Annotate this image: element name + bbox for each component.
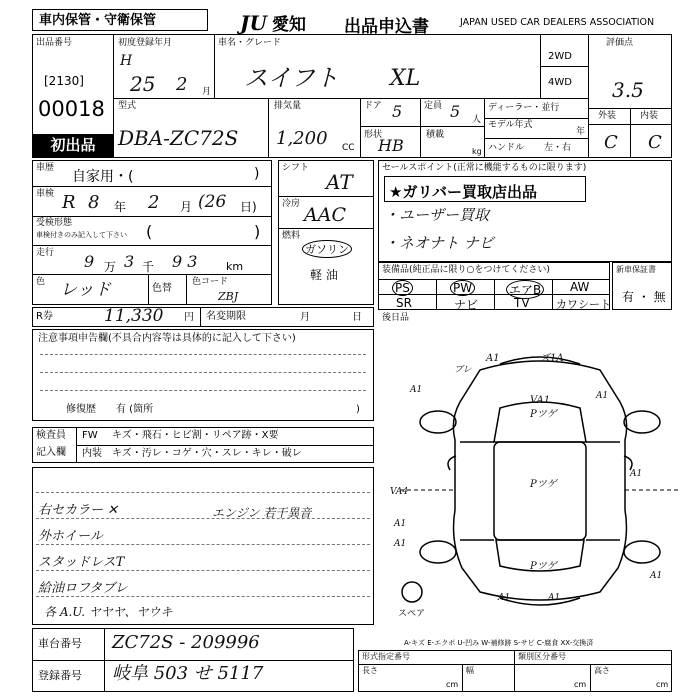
mark-6: Pツゲ: [530, 409, 557, 420]
capacity-value: 5: [450, 102, 461, 121]
engine-note: エンジン 若干異音: [212, 506, 312, 520]
equip-seat: カワシート: [556, 298, 611, 311]
mark-2: ズ1A: [540, 353, 564, 364]
mileage-unit: km: [226, 260, 244, 273]
kg-unit: kg: [472, 147, 482, 156]
person-unit: 人: [472, 115, 482, 125]
first-listing-badge: 初出品: [33, 134, 113, 157]
exterior-grade: C: [604, 132, 618, 153]
cooling-value: AAC: [304, 204, 346, 226]
fuel-gasoline: ガソリン: [302, 240, 352, 258]
damage-legend: A-キズ E-エクボ U-凹み W-補修跡 S-サビ C-腐食 XX-交換済: [404, 639, 594, 647]
name-change-month: 月: [300, 312, 310, 323]
registration-year: 25: [130, 72, 156, 96]
repair-close: ): [356, 404, 360, 415]
receipt-close: ): [254, 222, 261, 241]
spec-number-label: 形式指定番号: [362, 652, 410, 661]
car-grade: XL: [390, 66, 421, 91]
usage-label: 車歴: [36, 163, 55, 173]
form-title: 出品申込書: [344, 17, 429, 37]
capacity-label: 定員: [424, 101, 443, 111]
displacement-label: 排気量: [274, 101, 302, 111]
mark-9: Pツゲ: [530, 479, 557, 490]
warranty-label: 新車保証書: [616, 265, 656, 274]
mark-16: A1: [548, 593, 561, 603]
receipt-open: (: [146, 222, 153, 241]
storage-label: 車内保管・守衛保管: [39, 13, 157, 28]
body-value: HB: [378, 136, 404, 155]
inspector-row2: キズ・汚レ・コゲ・穴・スレ・キレ・破レ: [112, 448, 302, 459]
four-wd: 4WD: [548, 77, 572, 88]
two-wd: 2WD: [548, 51, 572, 62]
logo-text: 愛知: [272, 15, 306, 35]
mark-7: A1: [596, 391, 609, 401]
exterior-label: 外装: [598, 111, 617, 121]
association-name: JAPAN USED CAR DEALERS ASSOCIATION: [460, 17, 655, 28]
hand-note-5: 各 A.U. ヤヤヤ、ヤウキ: [44, 605, 173, 619]
lot-number: 00018: [38, 97, 105, 121]
mark-14: A1: [650, 571, 663, 581]
registration-era: H: [120, 53, 133, 69]
mileage-man-unit: 万: [104, 260, 117, 274]
model-value: DBA-ZC72S: [118, 126, 239, 150]
mark-1: A1: [486, 353, 500, 364]
color-code-label: 色コード: [192, 277, 229, 287]
selling-point-1: ・ユーザー買取: [384, 206, 490, 224]
hand-note-3: スタッドレスT: [38, 555, 125, 570]
receipt-label: 受検形態: [36, 218, 73, 228]
inspection-day: (26: [198, 192, 227, 212]
hand-note-2: 外ホイール: [38, 529, 103, 544]
inspection-month-unit: 月: [180, 200, 193, 214]
mark-13: Pツゲ: [530, 561, 557, 572]
usage-close: ): [254, 166, 260, 182]
inspector-fw: FW: [82, 430, 98, 441]
interior-label: 内装: [640, 111, 659, 121]
receipt-note: 車検付きのみ記入して下さい: [36, 231, 127, 239]
notes-label: 注意事項申告欄(不具合内容等は具体的に記入して下さい): [38, 333, 296, 344]
registration-month: 2: [176, 74, 188, 95]
lot-code: [2130]: [44, 74, 84, 88]
inspector-row1: キズ・飛石・ヒビ割・リペア跡・X要: [112, 430, 279, 441]
grade-score: 3.5: [612, 78, 644, 102]
recycle-value: 11,330: [104, 306, 164, 326]
mileage-rest: 9 3: [172, 252, 198, 271]
plate-value: 岐阜 503 せ 5117: [112, 663, 264, 684]
logo-mark: JU: [240, 11, 267, 35]
chassis-label: 車台番号: [38, 637, 82, 650]
inspector-label-1: 検査員: [36, 430, 66, 441]
model-label: 型式: [118, 101, 137, 111]
steering-value: 左・右: [544, 143, 572, 153]
mark-8: A1: [630, 469, 643, 479]
recycle-block: [32, 307, 374, 327]
mark-12: A1: [394, 539, 407, 549]
registration-label: 初度登録年月: [118, 38, 173, 48]
equip-navi: ナビ: [454, 298, 479, 312]
equip-pw: PW: [450, 280, 475, 296]
shift-value: AT: [326, 170, 353, 194]
usage-value: 自家用・(: [72, 169, 134, 185]
fuel-label: 燃料: [282, 231, 301, 241]
recycle-unit: 円: [184, 312, 194, 323]
doors-value: 5: [392, 102, 403, 121]
color-tone-label: 色替: [152, 283, 172, 294]
equipment-label: 装備品(純正品に限り○をつけてください): [382, 265, 550, 275]
mark-15: A1: [498, 593, 511, 603]
mileage-label: 走行: [36, 248, 55, 258]
model-year-label: モデル年式: [488, 120, 533, 130]
cc-unit: CC: [342, 143, 355, 153]
mark-3: ブレ: [454, 365, 472, 375]
inspection-year-unit: 年: [114, 200, 127, 214]
name-change-label: 名変期限: [206, 311, 246, 322]
equip-aw: AW: [570, 280, 590, 294]
equip-tv: TV: [514, 296, 530, 310]
length-unit: cm: [446, 680, 459, 689]
hand-note-4: 給油ロフタブレ: [38, 581, 128, 596]
interior-grade: C: [648, 132, 662, 153]
dealer-label: ディーラー・並行: [488, 103, 560, 113]
load-label: 積載: [426, 130, 445, 140]
shift-label: シフト: [282, 163, 310, 173]
registration-month-unit: 月: [202, 87, 212, 97]
equip-sr: SR: [396, 296, 412, 310]
chassis-value: ZC72S - 209996: [112, 632, 260, 653]
color-label: 色: [36, 277, 46, 287]
inspection-label: 車検: [36, 189, 55, 199]
width-label: 幅: [466, 666, 474, 675]
class-number-label: 類別区分番号: [518, 652, 566, 661]
inspector-label-2: 記入欄: [36, 447, 66, 458]
year-unit: 年: [576, 127, 586, 137]
mileage-man: 9: [84, 252, 95, 271]
back-label: 後日品: [382, 313, 410, 323]
body-label: 形状: [364, 130, 383, 140]
grade-label: 評価点: [606, 38, 634, 48]
height-label: 高さ: [594, 666, 610, 675]
inspection-month: 2: [148, 192, 160, 213]
inspection-year: 8: [88, 192, 100, 213]
color-value: レッド: [60, 280, 111, 300]
height-unit: cm: [656, 680, 669, 689]
mileage-sen: 3: [124, 252, 135, 271]
inspection-era: R: [62, 192, 76, 213]
mileage-sen-unit: 千: [142, 260, 155, 274]
steering-label: ハンドル: [488, 143, 525, 153]
car-name: スイフト: [244, 64, 339, 92]
free-notes-block: [32, 467, 374, 625]
inspection-day-unit: 日): [240, 200, 257, 214]
ju-logo: [240, 10, 306, 35]
color-code: ZBJ: [218, 290, 239, 303]
mark-4: A1: [410, 385, 423, 395]
cooling-label: 冷房: [282, 199, 301, 209]
mark-10: VA4: [390, 487, 409, 497]
car-name-label: 車名・グレード: [218, 38, 282, 48]
warranty-value: 有 ・ 無: [622, 290, 666, 304]
name-change-day: 日: [352, 312, 362, 323]
spare-label: スペア: [398, 609, 426, 619]
repair-value: 有 (箇所: [116, 404, 154, 415]
hand-note-1: 右セカラー ✕: [38, 503, 119, 518]
length-label: 長さ: [362, 666, 378, 675]
repair-label: 修復歴: [66, 404, 96, 415]
gulliver-badge: ★ガリバー買取店出品: [384, 176, 586, 202]
lot-label: 出品番号: [36, 38, 73, 48]
displacement-value: 1,200: [276, 128, 328, 149]
selling-points-label: セールスポイント(正常に機能するものに限ります): [382, 163, 587, 173]
mark-5: VA1: [530, 395, 551, 406]
storage-box: [32, 9, 208, 31]
equip-airbag: エアB: [506, 280, 544, 299]
fuel-diesel: 軽 油: [310, 268, 338, 282]
recycle-label: R券: [36, 311, 53, 322]
selling-point-2: ・ネオナト ナビ: [384, 234, 494, 252]
plate-label: 登録番号: [38, 669, 82, 682]
equip-ps: PS: [392, 280, 413, 296]
width-unit: cm: [574, 680, 587, 689]
mark-11: A1: [394, 519, 407, 529]
doors-label: ドア: [364, 101, 382, 111]
inspector-interior: 内装: [82, 448, 102, 459]
